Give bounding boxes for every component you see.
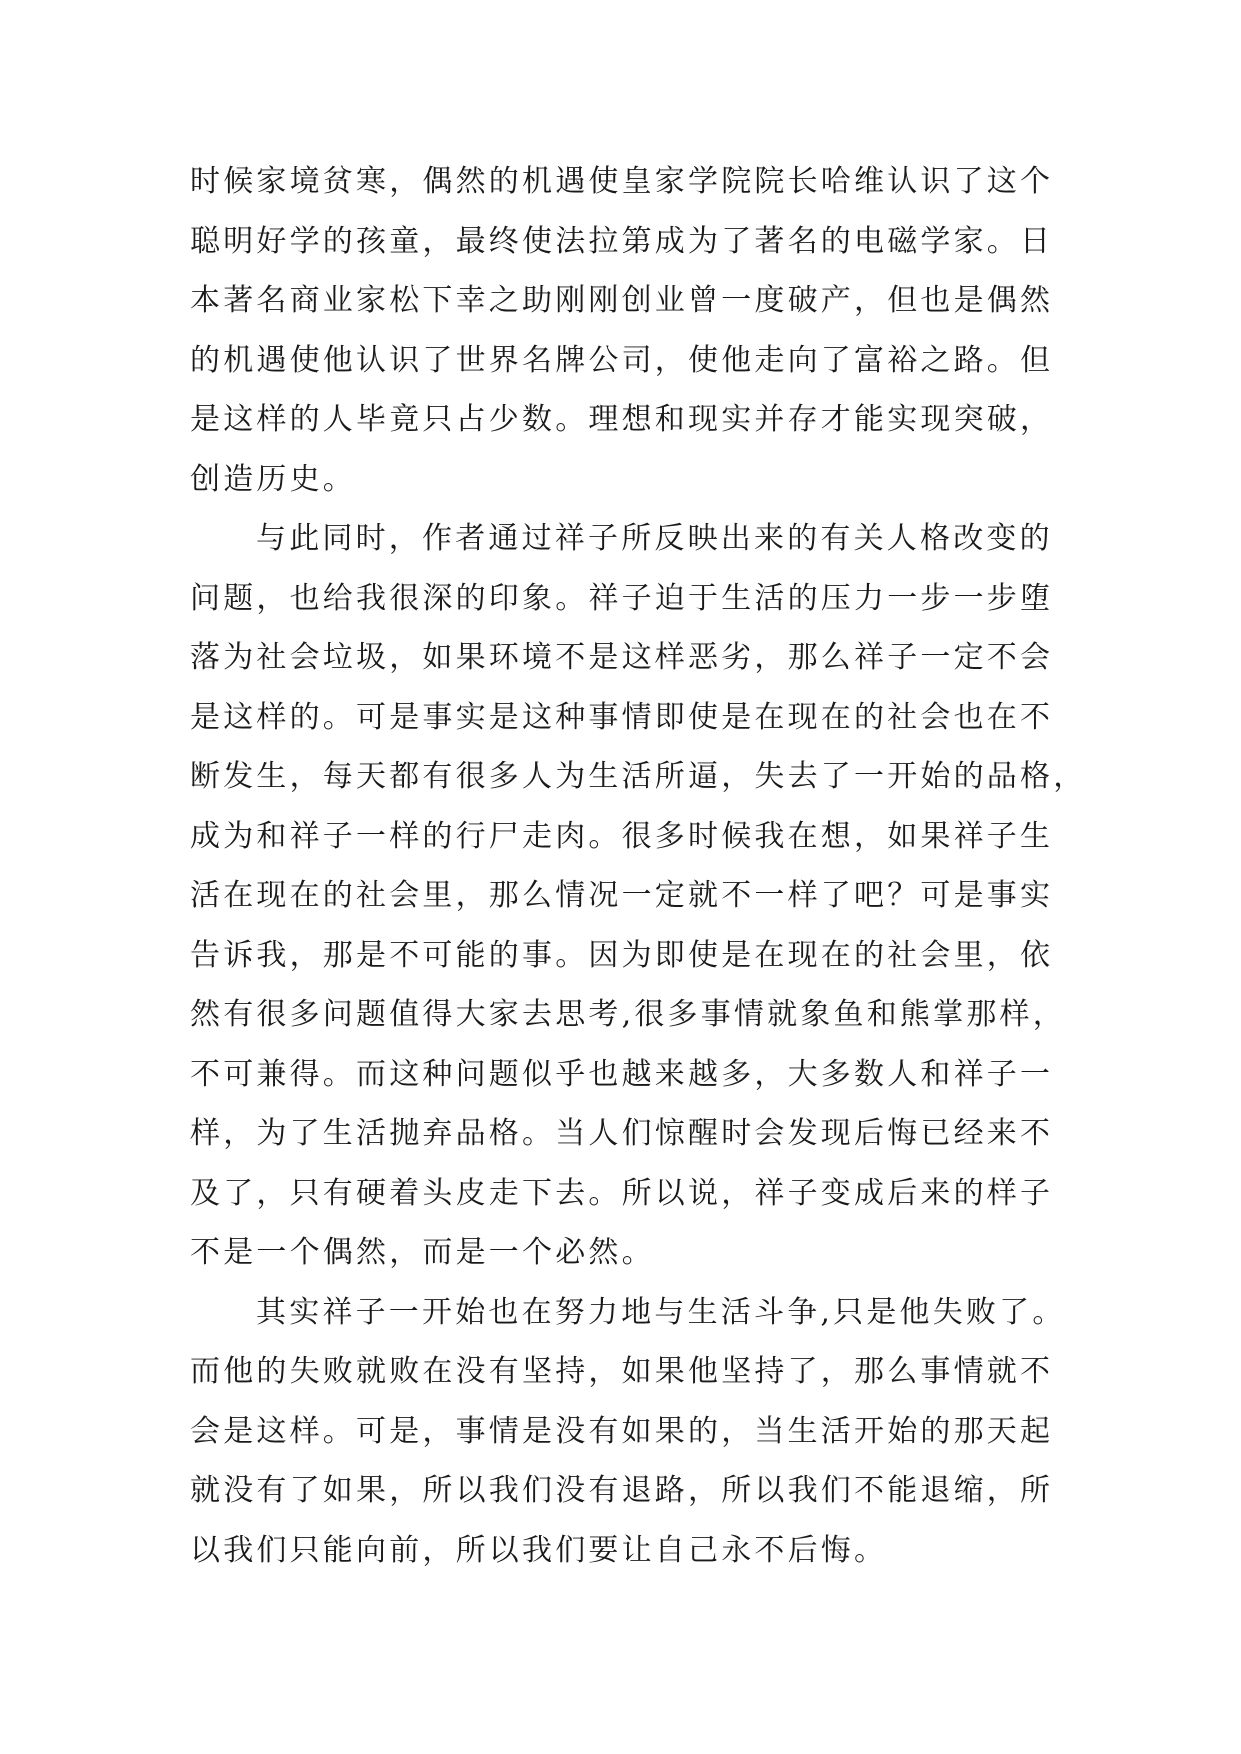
text-line: 断发生，每天都有很多人为生活所逼，失去了一开始的品格， [190,759,1087,794]
document-body [190,152,1087,1580]
text-line: 聪明好学的孩童，最终使法拉第成为了著名的电磁学家。日 [190,223,1054,259]
text-line: 以我们只能向前，所以我们要让自己永不后悔。 [190,1532,888,1568]
text-line: 是这样的。可是事实是这种事情即使是在现在的社会也在不 [190,699,1054,735]
text-line: 会是这样。可是，事情是没有如果的，当生活开始的那天起 [190,1413,1054,1449]
text-line: 及了，只有硬着头皮走下去。所以说，祥子变成后来的样子 [190,1175,1054,1211]
text-line: 不是一个偶然，而是一个必然。 [190,1235,655,1270]
text-line: 问题，也给我很深的印象。祥子迫于生活的压力一步一步堕 [190,580,1054,616]
text-line: 告诉我，那是不可能的事。因为即使是在现在的社会里，依 [190,937,1054,973]
text-line: 其实祥子一开始也在努力地与生活斗争,只是他失败了。 [256,1294,1066,1330]
text-line: 是这样的人毕竟只占少数。理想和现实并存才能实现突破， [190,402,1054,437]
text-line: 创造历史。 [190,461,356,497]
text-line: 成为和祥子一样的行尸走肉。很多时候我在想，如果祥子生 [190,818,1054,854]
text-line: 与此同时，作者通过祥子所反映出来的有关人格改变的 [256,521,1053,556]
text-line: 就没有了如果，所以我们没有退路，所以我们不能退缩，所 [190,1473,1054,1508]
paragraph-1 [190,152,1060,509]
text-line: 活在现在的社会里，那么情况一定就不一样了吧？可是事实 [190,878,1054,913]
text-line: 本著名商业家松下幸之助刚刚创业曾一度破产，但也是偶然 [190,283,1054,318]
text-line: 的机遇使他认识了世界名牌公司，使他走向了富裕之路。但 [190,342,1054,378]
text-line: 而他的失败就败在没有坚持，如果他坚持了，那么事情就不 [190,1354,1054,1389]
paragraph-3 [190,1283,1066,1581]
paragraph-2 [190,509,1087,1283]
text-line: 时候家境贫寒，偶然的机遇使皇家学院院长哈维认识了这个 [190,164,1054,199]
text-line: 样，为了生活抛弃品格。当人们惊醒时会发现后悔已经来不 [190,1116,1054,1151]
text-line: 落为社会垃圾，如果环境不是这样恶劣，那么祥子一定不会 [190,640,1054,675]
text-line: 不可兼得。而这种问题似乎也越来越多，大多数人和祥子一 [190,1056,1054,1092]
text-line: 然有很多问题值得大家去思考,很多事情就象鱼和熊掌那样， [190,997,1066,1032]
